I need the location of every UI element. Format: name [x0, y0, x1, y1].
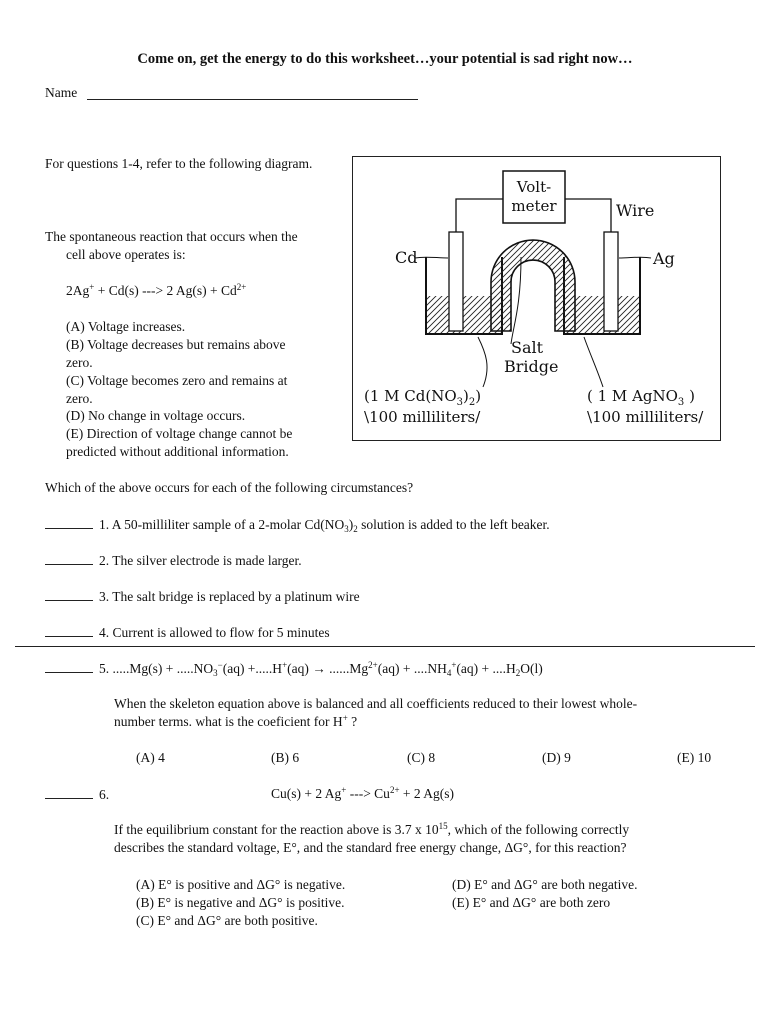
- right-wire: [565, 199, 611, 232]
- left-solution-label: (1 M $Cd(NO_3)_2$): [364, 387, 482, 408]
- answer-blank-2[interactable]: [45, 551, 93, 565]
- answer-blank-4[interactable]: [45, 623, 93, 637]
- q5-choice-d: (D) 9: [542, 750, 571, 765]
- electrochemical-cell-diagram: [352, 156, 721, 441]
- choice-e: (E) Direction of voltage change cannot be: [66, 426, 293, 441]
- question-1: 1. A 50-milliliter sample of a 2-molar $Cd(NO_3)_2$ solution is added to the left beaker.: [45, 515, 550, 534]
- stem-line1: The spontaneous reaction that occurs when the: [45, 229, 298, 244]
- bridge-label: Bridge: [504, 357, 559, 376]
- ag-electrode: [604, 232, 618, 331]
- q6-choice-c: (C) E° and ΔG° are both positive.: [136, 913, 318, 928]
- name-field-line[interactable]: [87, 99, 418, 100]
- question-6-text1: If the equilibrium constant for the reaction above is 3.7 x $10^{15}$, which of the following correctly: [114, 821, 630, 837]
- question-3: 3. The salt bridge is replaced by a platinum wire: [45, 587, 360, 606]
- q5-choice-a: (A) 4: [136, 750, 165, 765]
- q6-choice-b: (B) E° is negative and ΔG° is positive.: [136, 895, 345, 910]
- question-4: 4. Current is allowed to flow for 5 minutes: [45, 623, 330, 642]
- cd-electrode: [449, 232, 463, 331]
- choice-e-cont: predicted without additional information.: [66, 444, 289, 459]
- voltmeter-label-line1: Volt-: [516, 178, 552, 196]
- answer-blank-6[interactable]: [45, 785, 93, 799]
- choice-c-cont: zero.: [66, 391, 93, 406]
- voltmeter-label-line2: meter: [511, 197, 557, 215]
- answer-blank-1[interactable]: [45, 515, 93, 529]
- question-5-equation: 5. $.....Mg(s) + .....NO_3^-(aq) +.....H^+(aq) \to ......Mg^{2+}(aq) + ....NH_4^+(aq) + ....H_2O(l)$: [45, 659, 543, 678]
- left-wire: [456, 199, 503, 232]
- question-5-text1: When the skeleton equation above is balanced and all coefficients reduced to their lowest whole-: [114, 696, 638, 711]
- question-6-reaction: Cu(s) + 2 Ag+ ---> $Cu^{2+} + 2$ Ag(s): [271, 785, 455, 801]
- salt-bridge: [491, 240, 575, 331]
- q5-choice-c: (C) 8: [407, 750, 436, 765]
- q6-choice-a: (A) E° is positive and ΔG° is negative.: [136, 877, 346, 892]
- choice-b-cont: zero.: [66, 355, 93, 370]
- salt-label: Salt: [511, 338, 544, 357]
- choice-a: (A) Voltage increases.: [66, 319, 186, 334]
- q6-choice-e: (E) E° and ΔG° are both zero: [452, 895, 611, 910]
- choice-b: (B) Voltage decreases but remains above: [66, 337, 286, 352]
- q5-choice-b: (B) 6: [271, 750, 300, 765]
- right-volume-label: \100 milliliters/: [587, 408, 704, 426]
- answer-blank-5[interactable]: [45, 659, 93, 673]
- left-volume-label: \100 milliliters/: [364, 408, 481, 426]
- question-6-text2: describes the standard voltage, E°, and the standard free energy change, ΔG°, for this reaction?: [114, 840, 627, 855]
- question-6-number: 6.: [45, 785, 109, 804]
- reaction-main: 2Ag+ + Cd(s) ---> 2 $Ag(s) + Cd^{2+}$: [66, 282, 247, 298]
- q5-choice-e: (E) 10: [677, 750, 712, 765]
- choice-d: (D) No change in voltage occurs.: [66, 408, 246, 423]
- circumstances-prompt: Which of the above occurs for each of the following circumstances?: [45, 480, 414, 495]
- q6-choice-d: (D) E° and ΔG° are both negative.: [452, 877, 638, 892]
- wire-label: Wire: [616, 201, 655, 220]
- question-5-text2: number terms. what is the coeficient for H+ ?: [114, 713, 358, 729]
- name-label: Name: [45, 85, 78, 100]
- answer-blank-3[interactable]: [45, 587, 93, 601]
- ag-label: Ag: [653, 249, 675, 268]
- section-divider: [15, 646, 755, 647]
- intro-text: For questions 1-4, refer to the following diagram.: [45, 156, 313, 171]
- choice-c: (C) Voltage becomes zero and remains at: [66, 373, 288, 388]
- stem-line2: cell above operates is:: [66, 247, 186, 262]
- question-2: 2. The silver electrode is made larger.: [45, 551, 302, 570]
- worksheet-title: Come on, get the energy to do this worksheet…your potential is sad right now…: [137, 51, 633, 67]
- cd-label: Cd: [395, 248, 418, 267]
- right-solution-label: ( 1 M AgNO$_3$ ): [587, 387, 695, 408]
